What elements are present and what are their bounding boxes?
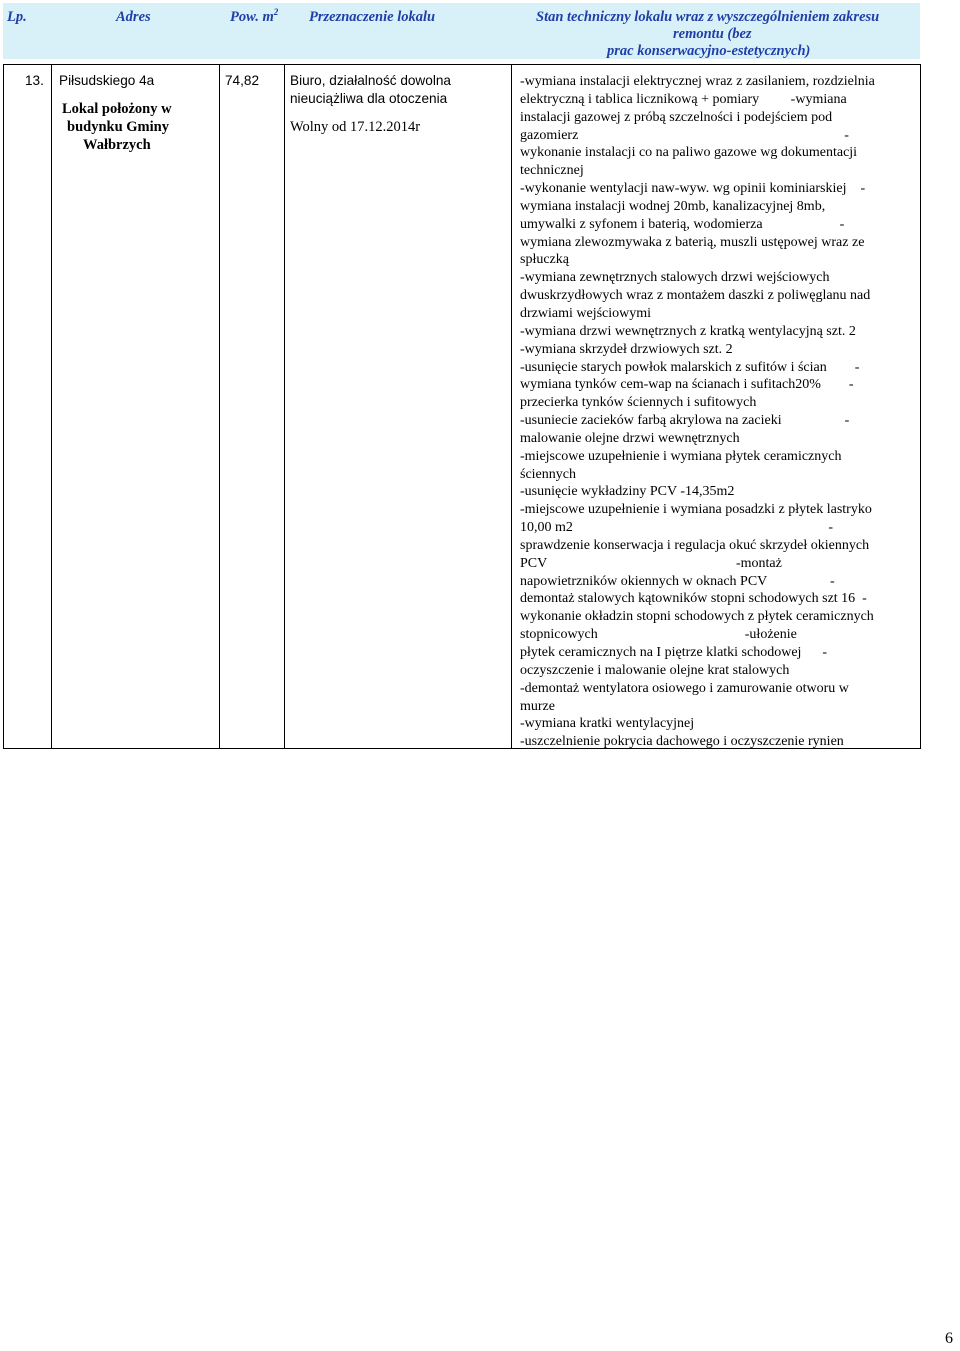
description-line: -wymiana skrzydeł drzwiowych szt. 2 [520,341,733,357]
description-line: spłuczką [520,252,569,268]
description-line: -demontaż wentylatora osiowego i zamurowanie otworu w [520,680,849,696]
table-divider-lp [51,64,52,749]
description-line: PCV -montaż [520,555,782,571]
table-divider-pow [284,64,285,749]
table-border-left [3,64,4,749]
description-line: drzwiami wejściowymi [520,305,652,321]
header-stan-line3: prac konserwacyjno-estetycznych) [607,43,811,59]
description-line: -wymiana zewnętrznych stalowych drzwi wejściowych [520,270,830,286]
cell-przeznaczenie-line1: Biuro, działalność dowolna [290,73,451,88]
description-line: malowanie olejne drzwi wewnętrznych [520,430,740,446]
description-line: -uszczelnienie pokrycia dachowego i oczyszczenie rynien [520,734,844,750]
description-line: -wykonanie wentylacji naw-wyw. wg opinii kominiarskiej - [520,181,866,197]
description-line: napowietrzników okiennych w oknach PCV - [520,573,835,589]
cell-stan-techniczny [520,73,912,751]
cell-adres-note-line1: Lokal położony w [62,101,172,117]
description-line: wymiana instalacji wodnej 20mb, kanalizacyjnej 8mb, [520,198,826,214]
description-line: gazomierz - [520,127,849,143]
header-stan-line1: Stan techniczny lokalu wraz z wyszczególnieniem zakresu [536,9,880,25]
description-line: ściennych [520,466,576,482]
description-line: umywalki z syfonem i baterią, wodomierza - [520,216,845,232]
description-line: murze [520,698,555,714]
table-divider-przeznaczenie [511,64,512,749]
description-line: -usunięcie starych powłok malarskich z sufitów i ścian - [520,359,860,375]
header-pow-superscript: 2 [273,7,279,18]
table-border-right [920,64,921,749]
cell-lp: 13. [25,73,44,88]
description-line: wykonanie instalacji co na paliwo gazowe wg dokumentacji [520,145,858,161]
header-lp: Lp. [7,9,27,25]
description-line: -wymiana kratki wentylacyjnej [520,716,695,732]
cell-adres-note-line2: budynku Gminy [67,119,169,135]
cell-przeznaczenie-line2: nieuciążliwa dla otoczenia [290,91,448,106]
cell-pow: 74,82 [225,73,260,88]
description-line: wymiana zlewozmywaka z baterią, muszli ustępowej wraz ze [520,234,865,250]
description-line: płytek ceramicznych na I piętrze klatki schodowej - [520,645,828,660]
header-pow [230,9,278,26]
header-przeznaczenie: Przeznaczenie lokalu [309,9,436,25]
description-line: -miejscowe uzupełnienie i wymiana płytek ceramicznych [520,448,842,464]
table-border-top [3,64,921,65]
cell-adres-street: Piłsudskiego 4a [59,73,155,88]
description-line: -wymiana drzwi wewnętrznych z kratką wentylacyjną szt. 2 [520,323,856,339]
header-adres: Adres [116,9,151,25]
description-line: -usunięcie wykładziny PCV -14,35m2 [520,484,735,500]
header-stan-line2: remontu (bez [673,26,752,42]
description-line: -usuniecie zacieków farbą akrylowa na zacieki - [520,413,850,429]
description-line: technicznej [520,163,584,179]
description-line: przecierka tynków ściennych i sufitowych [520,395,757,411]
description-line: demontaż stalowych kątowników stopni schodowych szt 16 - [520,591,867,607]
description-line: dwuskrzydłowych wraz z montażem daszki z poliwęglanu nad [520,288,871,304]
description-line: -miejscowe uzupełnienie i wymiana posadzki z płytek lastryko [520,502,872,518]
description-line: -wymiana instalacji elektrycznej wraz z zasilaniem, rozdzielnia [520,74,875,89]
description-line: sprawdzenie konserwacja i regulacja okuć skrzydeł okiennych [520,537,870,553]
description-line: oczyszczenie i malowanie olejne krat stalowych [520,662,790,678]
description-line: stopnicowych -ułożenie [520,627,797,643]
description-line: wymiana tynków cem-wap na ścianach i sufitach20% - [520,377,854,393]
cell-adres-note-line3: Wałbrzych [83,137,151,153]
table-divider-adres [219,64,220,749]
cell-status: Wolny od 17.12.2014r [290,119,421,135]
description-line: elektryczną i tablica licznikową + pomiary -wymiana [520,91,847,107]
description-line: 10,00 m2 - [520,520,834,536]
description-line: wykonanie okładzin stopni schodowych z płytek ceramicznych [520,609,874,625]
description-line: instalacji gazowej z próbą szczelności i podejściem pod [520,109,833,125]
header-pow-label: Pow. m [230,9,274,25]
page-number: 6 [945,1330,953,1347]
